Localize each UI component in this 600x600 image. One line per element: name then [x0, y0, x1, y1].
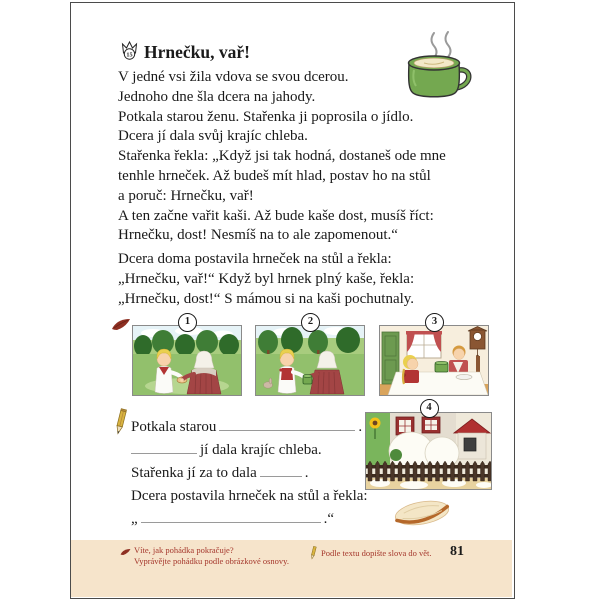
exercise-text: Potkala starou [131, 419, 217, 435]
pencil-icon [114, 408, 128, 436]
fill-in-blank [219, 417, 355, 431]
story-line: Dcera jí dala svůj krajíc chleba. [118, 128, 308, 145]
picture-4 [365, 402, 492, 490]
picture-number-badge: 1 [178, 313, 197, 332]
exercise-text: Stařenka jí za to dala [131, 465, 257, 481]
story-line: Jednoho dne šla dcera na jahody. [118, 88, 316, 105]
scene-porridge-floods-village [366, 413, 491, 489]
picture-1 [132, 316, 242, 396]
story-line: Dcera doma postavila hrneček na stůl a řekla: [118, 251, 392, 267]
footer-instruction: Podle textu dopište slova do vět. [321, 548, 432, 558]
page-title: Hrnečku, vař! [144, 42, 250, 62]
picture-number-badge: 3 [425, 313, 444, 332]
story-line: tenhle hrneček. Až budeš mít hlad, postav ho na stůl [118, 167, 431, 184]
exercise-line-4 [131, 485, 368, 508]
story-line: V jedné vsi žila vdova se svou dcerou. [118, 69, 349, 85]
exercise-text: „ [131, 511, 138, 527]
picture-3 [379, 316, 489, 396]
leaf-icon [111, 318, 131, 331]
story-line: Hrnečku, dost! Nesmíš na to ale zapomenout.“ [118, 227, 398, 244]
exercise-line-1 [131, 416, 368, 439]
story-paragraph-1 [118, 68, 446, 246]
fill-in-blank [131, 440, 197, 454]
exercise-line-2 [131, 439, 368, 462]
fill-in-blank [260, 463, 302, 477]
picture-2 [255, 316, 365, 396]
footer-note-line-1: Víte, jak pohádka pokračuje? [134, 545, 234, 555]
footer-note-line-2: Vyprávějte pohádku podle obrázkové osnovy. [134, 556, 290, 566]
picture-number-badge: 2 [301, 313, 320, 332]
exercise-text: . [358, 419, 363, 435]
story-line: Potkala starou ženu. Stařenka ji poprosila o jídlo. [118, 108, 414, 125]
story-paragraph-2 [118, 250, 414, 309]
exercise-text: .“ [323, 511, 335, 527]
footer-task-note [134, 545, 289, 567]
scene-woman-gives-pot [256, 326, 364, 395]
pencil-icon [310, 546, 317, 560]
exercise-line-5 [131, 508, 368, 531]
scene-table-indoors [380, 326, 488, 395]
crown-icon [120, 40, 139, 61]
exercise-text: Dcera postavila hrneček na stůl a řekla: [131, 488, 368, 504]
bread-slice-illustration [390, 496, 454, 530]
exercise-text: jí dala krajíc chleba. [200, 442, 322, 458]
lesson-number: 15 [126, 51, 133, 59]
story-line: „Hrnečku, dost!“ S mámou si na kaši pochutnaly. [118, 290, 415, 307]
page-number: 81 [450, 544, 464, 559]
story-line: a poruč: Hrnečku, vař! [118, 187, 254, 204]
story-line: Stařenka řekla: „Když jsi tak hodná, dostaneš ode mne [118, 148, 446, 165]
leaf-icon [120, 548, 131, 556]
scene-girl-gives-bread [133, 326, 241, 395]
exercise-block [131, 416, 368, 531]
story-line: A ten začne vařit kaši. Až bude kaše dost, musíš říct: [118, 207, 434, 224]
picture-number-badge: 4 [420, 399, 439, 418]
exercise-text: . [304, 465, 309, 481]
story-line: „Hrnečku, vař!“ Když byl hrnek plný kaše, řekla: [118, 270, 415, 287]
exercise-line-3 [131, 462, 368, 485]
fill-in-blank [141, 509, 321, 523]
